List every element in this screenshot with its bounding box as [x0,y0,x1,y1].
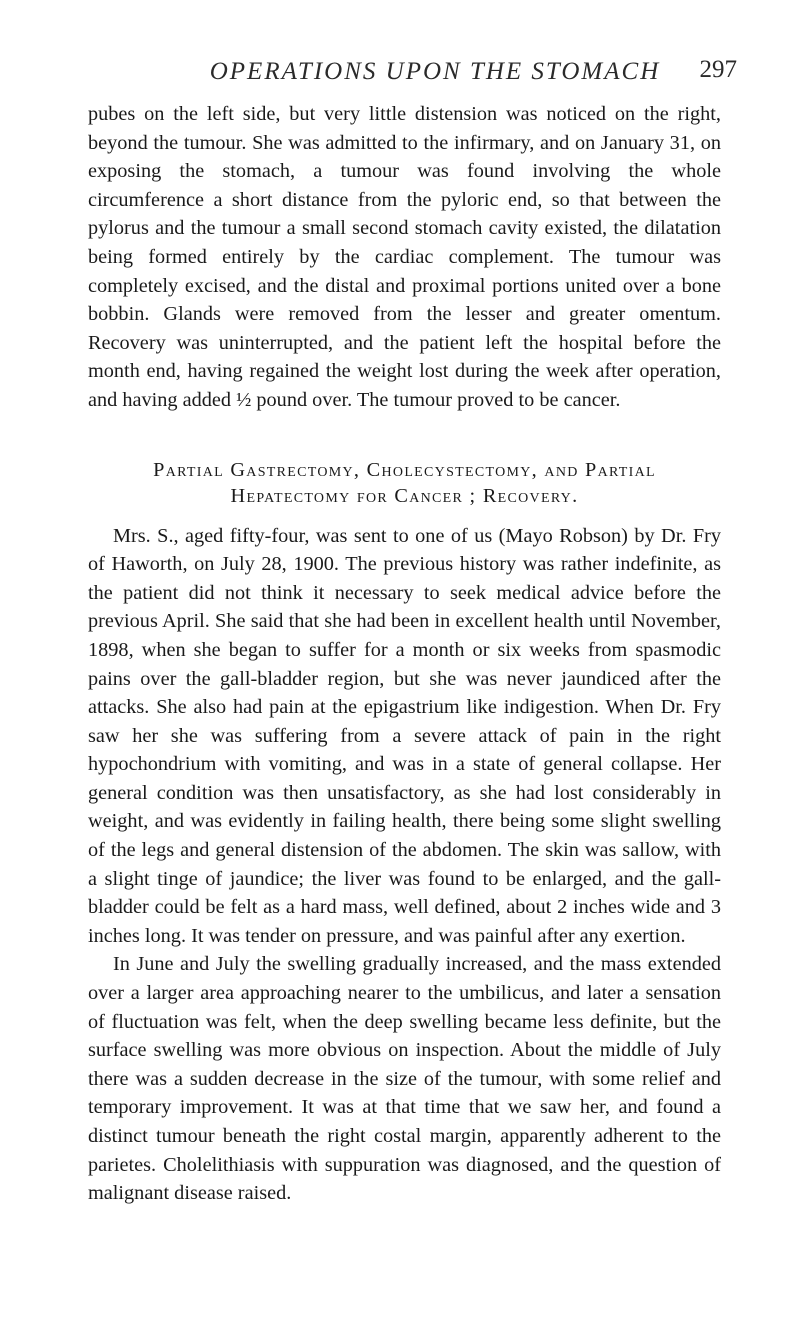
paragraph: In June and July the swelling gradually increased, and the mass extended over a larger area approaching nearer to the umbilicus, and later a sensation of fluctuation was felt, when the deep swelling became less definite, but the surface swelling was more obvious on inspection. About the middle of July there was a sudden decrease in the size of the tumour, with some relief and temporary improvement. It was at that time that we saw her, and found a distinct tumour beneath the right costal margin, apparently adherent to the parietes. Cholelithiasis with suppuration was diagnosed, and the question of malignant disease raised. [88,953,721,1205]
page-number: 297 [699,56,737,83]
running-title: OPERATIONS UPON THE STOMACH [209,58,661,85]
paragraph: Mrs. S., aged fifty-four, was sent to one of us (Mayo Robson) by Dr. Fry of Haworth, on July 28, 1900. The previous history was rather indefinite, as the patient did not think it necessary to seek medical advice before the previous April. She said that she had been in excellent health until November, 1898, when she began to suffer for a month or six weeks from spasmodic pains over the gall-bladder region, but she was never jaundiced after the attacks. She also had pain at the epigastrium like indigestion. When Dr. Fry saw her she was suffering from a severe attack of pain in the right hypochondrium with vomiting, and was in a state of general collapse. Her general condition was then unsatisfactory, as she had lost considerably in weight, and was evidently in failing health, there being some slight swelling of the legs and general distension of the abdomen. The skin was sallow, with a slight tinge of jaundice; the liver was found to be enlarged, and the gall-bladder could be felt as a hard mass, well defined, about 2 inches wide and 3 inches long. It was tender on pressure, and was painful after any exertion. [88,524,721,947]
section-heading [88,457,721,509]
paragraph-continued: pubes on the left side, but very little distension was noticed on the right, beyond the tumour. She was admitted to the infirmary, and on January 31, on exposing the stomach, a tumour was found involving the whole circumference a short distance from the pyloric end, so that between the pylorus and the tumour a small second stomach cavity existed, the dilatation being formed entirely by the cardiac complement. The tumour was completely excised, and the distal and proximal portions united over a bone bobbin. Glands were removed from the lesser and greater omentum. Recovery was uninterrupted, and the patient left the hospital before the month end, having regained the weight lost during the week after operation, and having added ½ pound over. The tumour proved to be cancer. [88,103,721,411]
section-heading-line: Hepatectomy for Cancer ; Recovery. [230,484,579,507]
section-heading-line: Partial Gastrectomy, Cholecystectomy, and Partial [153,458,656,481]
body-text [88,100,721,1208]
